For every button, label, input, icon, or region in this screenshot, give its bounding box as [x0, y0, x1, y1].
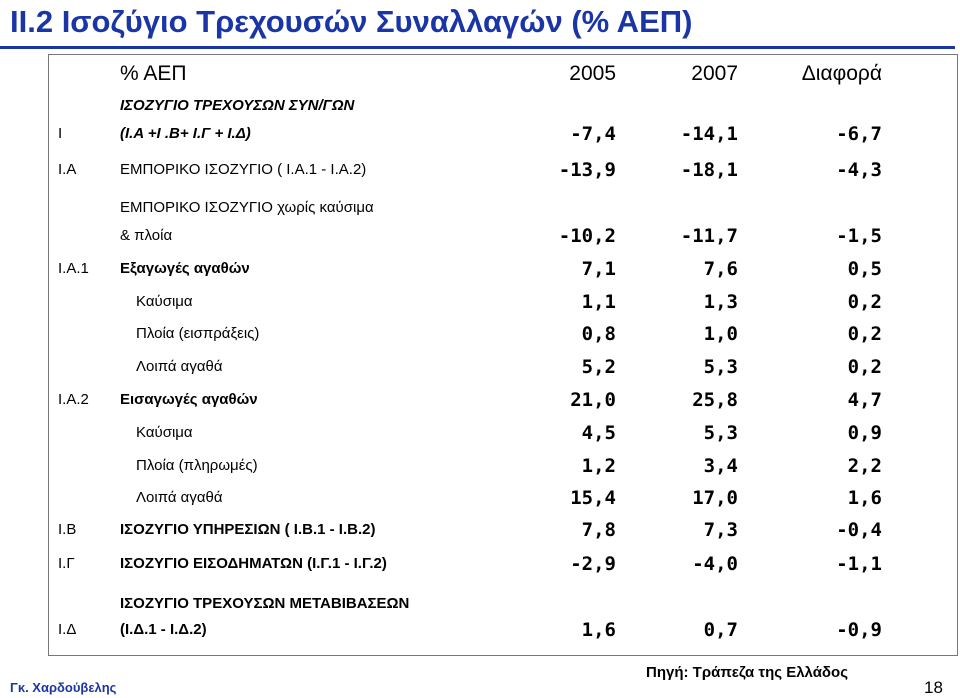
value-2007: -18,1	[680, 159, 738, 181]
value-2007: 5,3	[703, 422, 738, 444]
source-note: Πηγή: Τράπεζα της Ελλάδος	[646, 664, 848, 681]
value-difference: 0,2	[847, 291, 882, 313]
value-difference: 1,6	[847, 487, 882, 509]
value-2005: 0,8	[581, 323, 616, 345]
row-label: ΙΣΟΖΥΓΙΟ ΥΠΗΡΕΣΙΩΝ ( Ι.Β.1 - Ι.Β.2)	[120, 521, 376, 538]
row-label: Πλοία (εισπράξεις)	[136, 325, 260, 342]
row-label-line1: ΙΣΟΖΥΓΙΟ ΤΡΕΧΟΥΣΩΝ ΜΕΤΑΒΙΒΑΣΕΩΝ	[120, 595, 410, 612]
value-2007: 25,8	[692, 389, 738, 411]
row-label: Λοιπά αγαθά	[136, 489, 223, 506]
value-difference: -6,7	[836, 123, 882, 145]
value-2007: -11,7	[680, 225, 738, 247]
table-row	[0, 318, 960, 350]
value-2007: 7,3	[703, 519, 738, 541]
value-difference: -0,4	[836, 519, 882, 541]
row-label: Καύσιμα	[136, 293, 193, 310]
value-difference: -0,9	[836, 619, 882, 641]
row-code: Ι.Β	[58, 521, 77, 538]
row-code: Ι.Γ	[58, 555, 75, 572]
row-label: Πλοία (πληρωμές)	[136, 457, 258, 474]
row-code: Ι.Α.1	[58, 260, 89, 277]
value-2005: 7,8	[581, 519, 616, 541]
page-number: 18	[924, 678, 943, 697]
row-label: Λοιπά αγαθά	[136, 358, 223, 375]
value-difference: -1,5	[836, 225, 882, 247]
value-difference: 0,5	[847, 258, 882, 280]
value-2007: 3,4	[703, 455, 738, 477]
header-difference: Διαφορά	[801, 62, 882, 85]
value-2005: 7,1	[581, 258, 616, 280]
row-label: & πλοία	[120, 227, 173, 244]
table-row	[0, 614, 960, 646]
value-2007: 1,3	[703, 291, 738, 313]
row-label: Καύσιμα	[136, 424, 193, 441]
header-2007: 2007	[691, 62, 738, 85]
row-label: ΙΣΟΖΥΓΙΟ ΕΙΣΟΔΗΜΑΤΩΝ (Ι.Γ.1 - Ι.Γ.2)	[120, 555, 387, 572]
value-2005: -10,2	[558, 225, 616, 247]
value-difference: 0,2	[847, 323, 882, 345]
value-2005: 5,2	[581, 356, 616, 378]
header-2005: 2005	[569, 62, 616, 85]
value-difference: 0,2	[847, 356, 882, 378]
value-2005: -2,9	[570, 553, 616, 575]
value-difference: -4,3	[836, 159, 882, 181]
value-2005: 4,5	[581, 422, 616, 444]
table-header	[0, 58, 960, 90]
value-2005: -7,4	[570, 123, 616, 145]
table-row	[0, 417, 960, 449]
table-row	[0, 220, 960, 252]
table-row	[0, 154, 960, 186]
table-row	[0, 253, 960, 285]
value-2007: 1,0	[703, 323, 738, 345]
row-label: (Ι.Α +Ι .Β+ Ι.Γ + Ι.Δ)	[120, 125, 251, 142]
value-2007: -4,0	[692, 553, 738, 575]
value-2005: 21,0	[570, 389, 616, 411]
row-label-line1: ΕΜΠΟΡΙΚΟ ΙΣΟΖΥΓΙΟ χωρίς καύσιμα	[120, 199, 374, 216]
value-2007: 5,3	[703, 356, 738, 378]
value-difference: 0,9	[847, 422, 882, 444]
value-difference: -1,1	[836, 553, 882, 575]
row-label: (Ι.Δ.1 - Ι.Δ.2)	[120, 621, 207, 638]
row-label: Εξαγωγές αγαθών	[120, 260, 250, 277]
header-label: % ΑΕΠ	[120, 62, 187, 85]
value-2005: 1,6	[581, 619, 616, 641]
table-row	[0, 514, 960, 546]
table-row	[0, 482, 960, 514]
row-label: Εισαγωγές αγαθών	[120, 391, 258, 408]
slide-title: ΙΙ.2 Ισοζύγιο Τρεχουσών Συναλλαγών (% ΑΕΠ)	[10, 4, 693, 39]
author-name: Γκ. Χαρδούβελης	[10, 680, 117, 695]
table-row	[0, 548, 960, 580]
value-2007: -14,1	[680, 123, 738, 145]
title-underline	[0, 46, 955, 49]
row-label: ΕΜΠΟΡΙΚΟ ΙΣΟΖΥΓΙΟ ( Ι.Α.1 - Ι.Α.2)	[120, 161, 367, 178]
row-code: Ι.Α	[58, 161, 77, 178]
table-row	[0, 351, 960, 383]
value-2005: -13,9	[558, 159, 616, 181]
table-row	[0, 286, 960, 318]
row-code: Ι.Α.2	[58, 391, 89, 408]
value-difference: 4,7	[847, 389, 882, 411]
value-2007: 0,7	[703, 619, 738, 641]
value-2005: 1,1	[581, 291, 616, 313]
row-label-line1: ΙΣΟΖΥΓΙΟ ΤΡΕΧΟΥΣΩΝ ΣΥΝ/ΓΩΝ	[120, 97, 355, 114]
table-row	[0, 450, 960, 482]
table-row	[0, 384, 960, 416]
table-row	[0, 118, 960, 150]
row-code: Ι.Δ	[58, 621, 77, 638]
value-difference: 2,2	[847, 455, 882, 477]
value-2005: 1,2	[581, 455, 616, 477]
value-2007: 17,0	[692, 487, 738, 509]
row-code: Ι	[58, 125, 63, 142]
value-2005: 15,4	[570, 487, 616, 509]
value-2007: 7,6	[703, 258, 738, 280]
